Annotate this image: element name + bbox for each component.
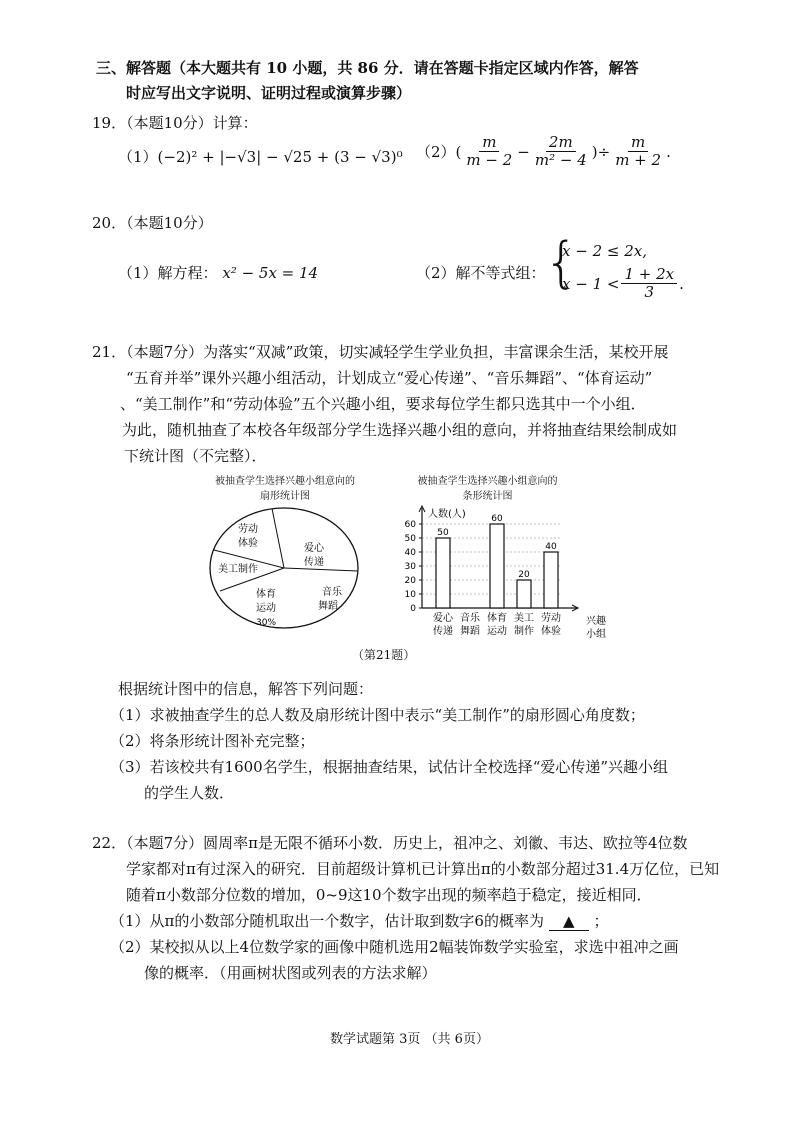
q20-part2-label: （2）解不等式组： [416, 264, 546, 282]
q22-sub-1 [110, 910, 609, 931]
q19-fraction-2 [532, 134, 590, 169]
pie-label-music-2: 舞蹈 [318, 601, 338, 612]
q21-intro: 根据统计图中的信息，解答下列问题： [118, 680, 374, 698]
bar-title-line1: 被抽查学生选择兴趣小组意向的 [417, 476, 558, 487]
q21-line-4: 为此，随机抽查了本校各年级部分学生选择兴趣小组的意向，并将抽查结果绘制成如 [122, 421, 678, 439]
q20-part1-expr: x² − 5x = 14 [222, 264, 319, 282]
x-tick-label-2-1: 运动 [487, 626, 507, 637]
y-tick-label-60: 60 [404, 520, 416, 530]
x-tick-label-1-1: 舞蹈 [460, 626, 480, 637]
q19-f3-den: m + 2 [615, 151, 662, 169]
x-tick-label-4-0: 劳动 [541, 613, 561, 624]
q20-part1 [118, 262, 318, 283]
q19-part2 [416, 134, 671, 169]
x-tick-label-4-1: 体验 [541, 626, 561, 637]
q19-f3-num: m [628, 134, 648, 152]
pie-label-labor-1: 劳动 [238, 524, 258, 535]
bar-value-label-4: 40 [545, 542, 557, 552]
q22-line-2: 学家都对π有过深入的研究．目前超级计算机已计算出π的小数部分超过31.4万亿位，已知 [126, 860, 720, 878]
bar-0 [436, 538, 450, 608]
q21-line-5: 下统计图（不完整）． [124, 447, 267, 465]
divide-sign: ÷ [597, 142, 611, 161]
bar-ylabel: 人数(人) [428, 509, 466, 520]
bar-chart [400, 502, 615, 642]
minus-sign: − [517, 142, 530, 161]
q20-ineq2-left: x − 1 < [562, 274, 620, 293]
q19-f1-num: m [479, 134, 499, 152]
period: . [679, 274, 684, 293]
q21-line-3: 、“美工制作”和“劳动体验”五个兴趣小组，要求每位学生都只选其中一个小组． [120, 395, 646, 413]
y-tick-label-40: 40 [404, 548, 416, 558]
q22-sub1-text: （1）从π的小数部分随机取出一个数字，估计取到数字6的概率为 [110, 912, 544, 930]
bar-title-line2: 条形统计图 [462, 491, 513, 502]
q20-heading: 20．（本题10分） [92, 214, 213, 232]
open-paren: ( [455, 142, 462, 161]
x-tick-label-2-0: 体育 [487, 613, 507, 624]
y-tick-label-50: 50 [404, 534, 416, 544]
pie-label-sport-2: 运动 [256, 603, 276, 614]
bar-4 [544, 552, 558, 608]
q20-part1-label: （1）解方程： [118, 264, 218, 282]
x-tick-label-3-0: 美工 [514, 613, 534, 624]
bar-value-label-3: 20 [518, 570, 530, 580]
section-title-cont: 时应写出文字说明、证明过程或演算步骤） [126, 84, 412, 102]
bar-chart-title [405, 472, 570, 502]
y-tick-label-20: 20 [404, 576, 416, 586]
q19-part1-label: （1） [118, 148, 158, 166]
period: . [666, 142, 671, 161]
pie-label-labor-2: 体验 [238, 538, 258, 549]
pie-divider-1 [272, 509, 284, 569]
x-tick-label-0-1: 传递 [433, 626, 453, 637]
q19-fraction-1 [463, 134, 515, 169]
y-tick-label-0: 0 [410, 604, 416, 614]
figure-caption: （第21题） [352, 648, 416, 662]
q22-line-1: 22．（本题7分）圆周率π是无限不循环小数．历史上，祖冲之、刘徽、韦达、欧拉等4位数 [92, 834, 688, 852]
q21-line-2: “五育并举”课外兴趣小组活动，计划成立“爱心传递”、“音乐舞蹈”、“体育运动” [126, 369, 653, 387]
q21-sub-2: （2）将条形统计图补充完整； [110, 732, 315, 750]
bar-3 [517, 580, 531, 608]
pie-title-line1: 被抽查学生选择兴趣小组意向的 [215, 476, 355, 487]
close-paren: ) [591, 142, 598, 161]
pie-label-sport-pct: 30% [256, 618, 277, 628]
pie-chart [200, 505, 370, 635]
q20-ineq-1: x − 2 ≤ 2x, [562, 242, 647, 260]
q19-heading: 19．（本题10分）计算： [92, 114, 258, 132]
q19-f1-den: m − 2 [466, 151, 513, 169]
x-tick-label-1-0: 音乐 [460, 613, 480, 624]
bar-xlabel-1: 兴趣 [586, 616, 606, 627]
bar-2 [490, 524, 504, 608]
x-tick-label-3-1: 制作 [514, 626, 534, 637]
q21-sub-1: （1）求被抽查学生的总人数及扇形统计图中表示“美工制作”的扇形圆心角度数； [110, 706, 645, 724]
q22-sub-2b: 像的概率．（用画树状图或列表的方法求解） [144, 964, 437, 982]
q19-f2-num: 2m [546, 134, 576, 152]
q19-f2-den: m² − 4 [534, 151, 587, 169]
q21-sub-3b: 的学生人数． [144, 784, 235, 802]
page-footer: 数学试题第 3页 （共 6页） [330, 1032, 489, 1047]
pie-label-love-2: 传递 [304, 557, 324, 568]
q21-line-1: 21．（本题7分）为落实“双减”政策，切实减轻学生学业负担，丰富课余生活，某校开展 [92, 343, 669, 361]
pie-divider-4 [284, 568, 358, 571]
q20-ineq2-den: 3 [644, 283, 655, 301]
pie-label-music-1: 音乐 [322, 587, 342, 598]
q19-part1-expr: (−2)² + |−√3| − √25 + (3 − √3)⁰ [157, 148, 403, 166]
y-tick-label-10: 10 [404, 590, 416, 600]
q21-sub-3a: （3）若该校共有1600名学生，根据抽查结果，试估计全校选择“爱心传递”兴趣小组 [110, 758, 669, 776]
x-tick-label-0-0: 爱心 [433, 613, 453, 624]
q22-sub1-end: ； [593, 912, 609, 930]
q20-ineq-2 [562, 266, 684, 301]
q20-ineq2-fraction [621, 266, 677, 301]
pie-chart-title [200, 472, 370, 502]
brace-icon: { [544, 231, 579, 294]
pie-label-love-1: 爱心 [304, 543, 324, 554]
section-title: 三、解答题（本大题共有 10 小题，共 86 分．请在答题卡指定区域内作答，解答 [96, 59, 639, 77]
q19-part1 [118, 146, 403, 167]
bar-value-label-2: 60 [491, 514, 503, 524]
pie-label-sport-1: 体育 [256, 589, 276, 600]
q19-part2-label: （2） [416, 143, 456, 161]
bar-xlabel-2: 小组 [586, 629, 606, 640]
q20-ineq2-num: 1 + 2x [621, 266, 677, 284]
q22-sub-2a: （2）某校拟从以上4位数学家的画像中随机选用2幅装饰数学实验室，求选中祖冲之画 [110, 938, 679, 956]
y-tick-label-30: 30 [404, 562, 416, 572]
q22-line-3: 随着π小数部分位数的增加，0~9这10个数字出现的频率趋于稳定，接近相同． [126, 886, 652, 904]
q19-fraction-3 [612, 134, 664, 169]
pie-label-art: 美工制作 [218, 564, 258, 575]
answer-blank: ▲ [549, 912, 589, 931]
bar-value-label-0: 50 [437, 528, 449, 538]
pie-title-line2: 扇形统计图 [260, 491, 310, 502]
